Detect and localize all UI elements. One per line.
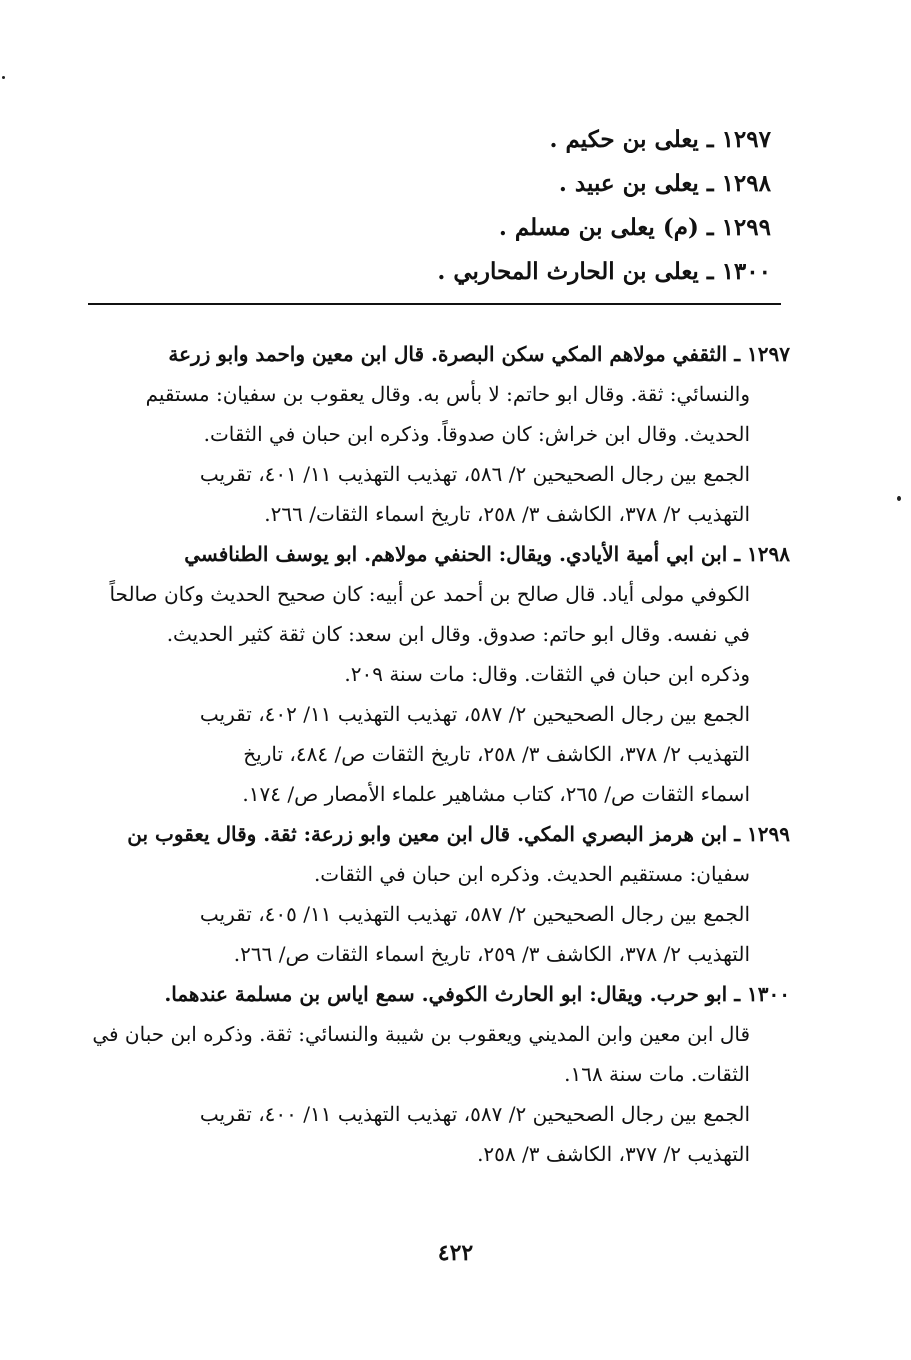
scan-speck: [897, 496, 901, 501]
entry-title: ١٢٩٧ ـ يعلى بن حكيم .: [549, 126, 771, 153]
footnotes: [90, 334, 790, 1174]
entry-title: ١٣٠٠ ـ يعلى بن الحارث المحاربي .: [437, 258, 771, 285]
footnote-line: الجمع بين رجال الصحيحين ٢/ ٥٨٧، تهذيب التهذيب ١١/ ٤٠٢، تقريب: [199, 702, 750, 726]
footnote-divider: [88, 303, 781, 305]
footnote-line: التهذيب ٢/ ٣٧٨، الكاشف ٣/ ٢٥٨، تاريخ اسماء الثقات/ ٢٦٦.: [264, 502, 750, 526]
entry-titles: [271, 118, 771, 294]
footnote-line: ١٣٠٠ ـ ابو حرب. ويقال: ابو الحارث الكوفي. سمع اياس بن مسلمة عندهما.: [164, 982, 790, 1006]
entry-title: ١٢٩٩ ـ (م) يعلى بن مسلم .: [498, 214, 771, 241]
footnote-line: التهذيب ٢/ ٣٧٧، الكاشف ٣/ ٢٥٨.: [477, 1142, 750, 1166]
footnote-line: الحديث. وقال ابن خراش: كان صدوقاً. وذكره ابن حبان في الثقات.: [203, 422, 750, 446]
entry-title: ١٢٩٨ ـ يعلى بن عبيد .: [558, 170, 771, 197]
footnote-line: والنسائي: ثقة. وقال ابو حاتم: لا بأس به. وقال يعقوب بن سفيان: مستقيم: [145, 382, 750, 406]
scan-speck: [2, 76, 5, 79]
footnote-line: الثقات. مات سنة ١٦٨.: [564, 1062, 750, 1086]
footnote-line: الجمع بين رجال الصحيحين ٢/ ٥٨٦، تهذيب التهذيب ١١/ ٤٠١، تقريب: [199, 462, 750, 486]
page-number: ٤٢٢: [437, 1240, 474, 1266]
footnote-line: في نفسه. وقال ابو حاتم: صدوق. وقال ابن سعد: كان ثقة كثير الحديث.: [166, 622, 750, 646]
footnote-line: الكوفي مولى أياد. قال صالح بن أحمد عن أبيه: كان صحيح الحديث وكان صالحاً: [109, 582, 750, 606]
footnote-line: ١٢٩٨ ـ ابن ابي أمية الأيادي. ويقال: الحنفي مولاهم. ابو يوسف الطنافسي: [184, 542, 790, 566]
footnote-line: اسماء الثقات ص/ ٢٦٥، كتاب مشاهير علماء الأمصار ص/ ١٧٤.: [242, 782, 750, 806]
footnote-line: سفيان: مستقيم الحديث. وذكره ابن حبان في الثقات.: [313, 862, 750, 886]
footnote-line: التهذيب ٢/ ٣٧٨، الكاشف ٣/ ٢٥٩، تاريخ اسماء الثقات ص/ ٢٦٦.: [233, 942, 750, 966]
footnote-line: ١٢٩٩ ـ ابن هرمز البصري المكي. قال ابن معين وابو زرعة: ثقة. وقال يعقوب بن: [127, 822, 790, 846]
footnote-line: قال ابن معين وابن المديني ويعقوب بن شيبة والنسائي: ثقة. وذكره ابن حبان في: [92, 1022, 750, 1046]
footnote-line: الجمع بين رجال الصحيحين ٢/ ٥٨٧، تهذيب التهذيب ١١/ ٤٠٥، تقريب: [199, 902, 750, 926]
footnote-line: وذكره ابن حبان في الثقات. وقال: مات سنة ٢٠٩.: [344, 662, 750, 686]
footnote-line: ١٢٩٧ ـ الثقفي مولاهم المكي سكن البصرة. قال ابن معين واحمد وابو زرعة: [168, 342, 790, 366]
footnote-line: التهذيب ٢/ ٣٧٨، الكاشف ٣/ ٢٥٨، تاريخ الثقات ص/ ٤٨٤، تاريخ: [243, 742, 750, 766]
footnote-line: الجمع بين رجال الصحيحين ٢/ ٥٨٧، تهذيب التهذيب ١١/ ٤٠٠، تقريب: [199, 1102, 750, 1126]
